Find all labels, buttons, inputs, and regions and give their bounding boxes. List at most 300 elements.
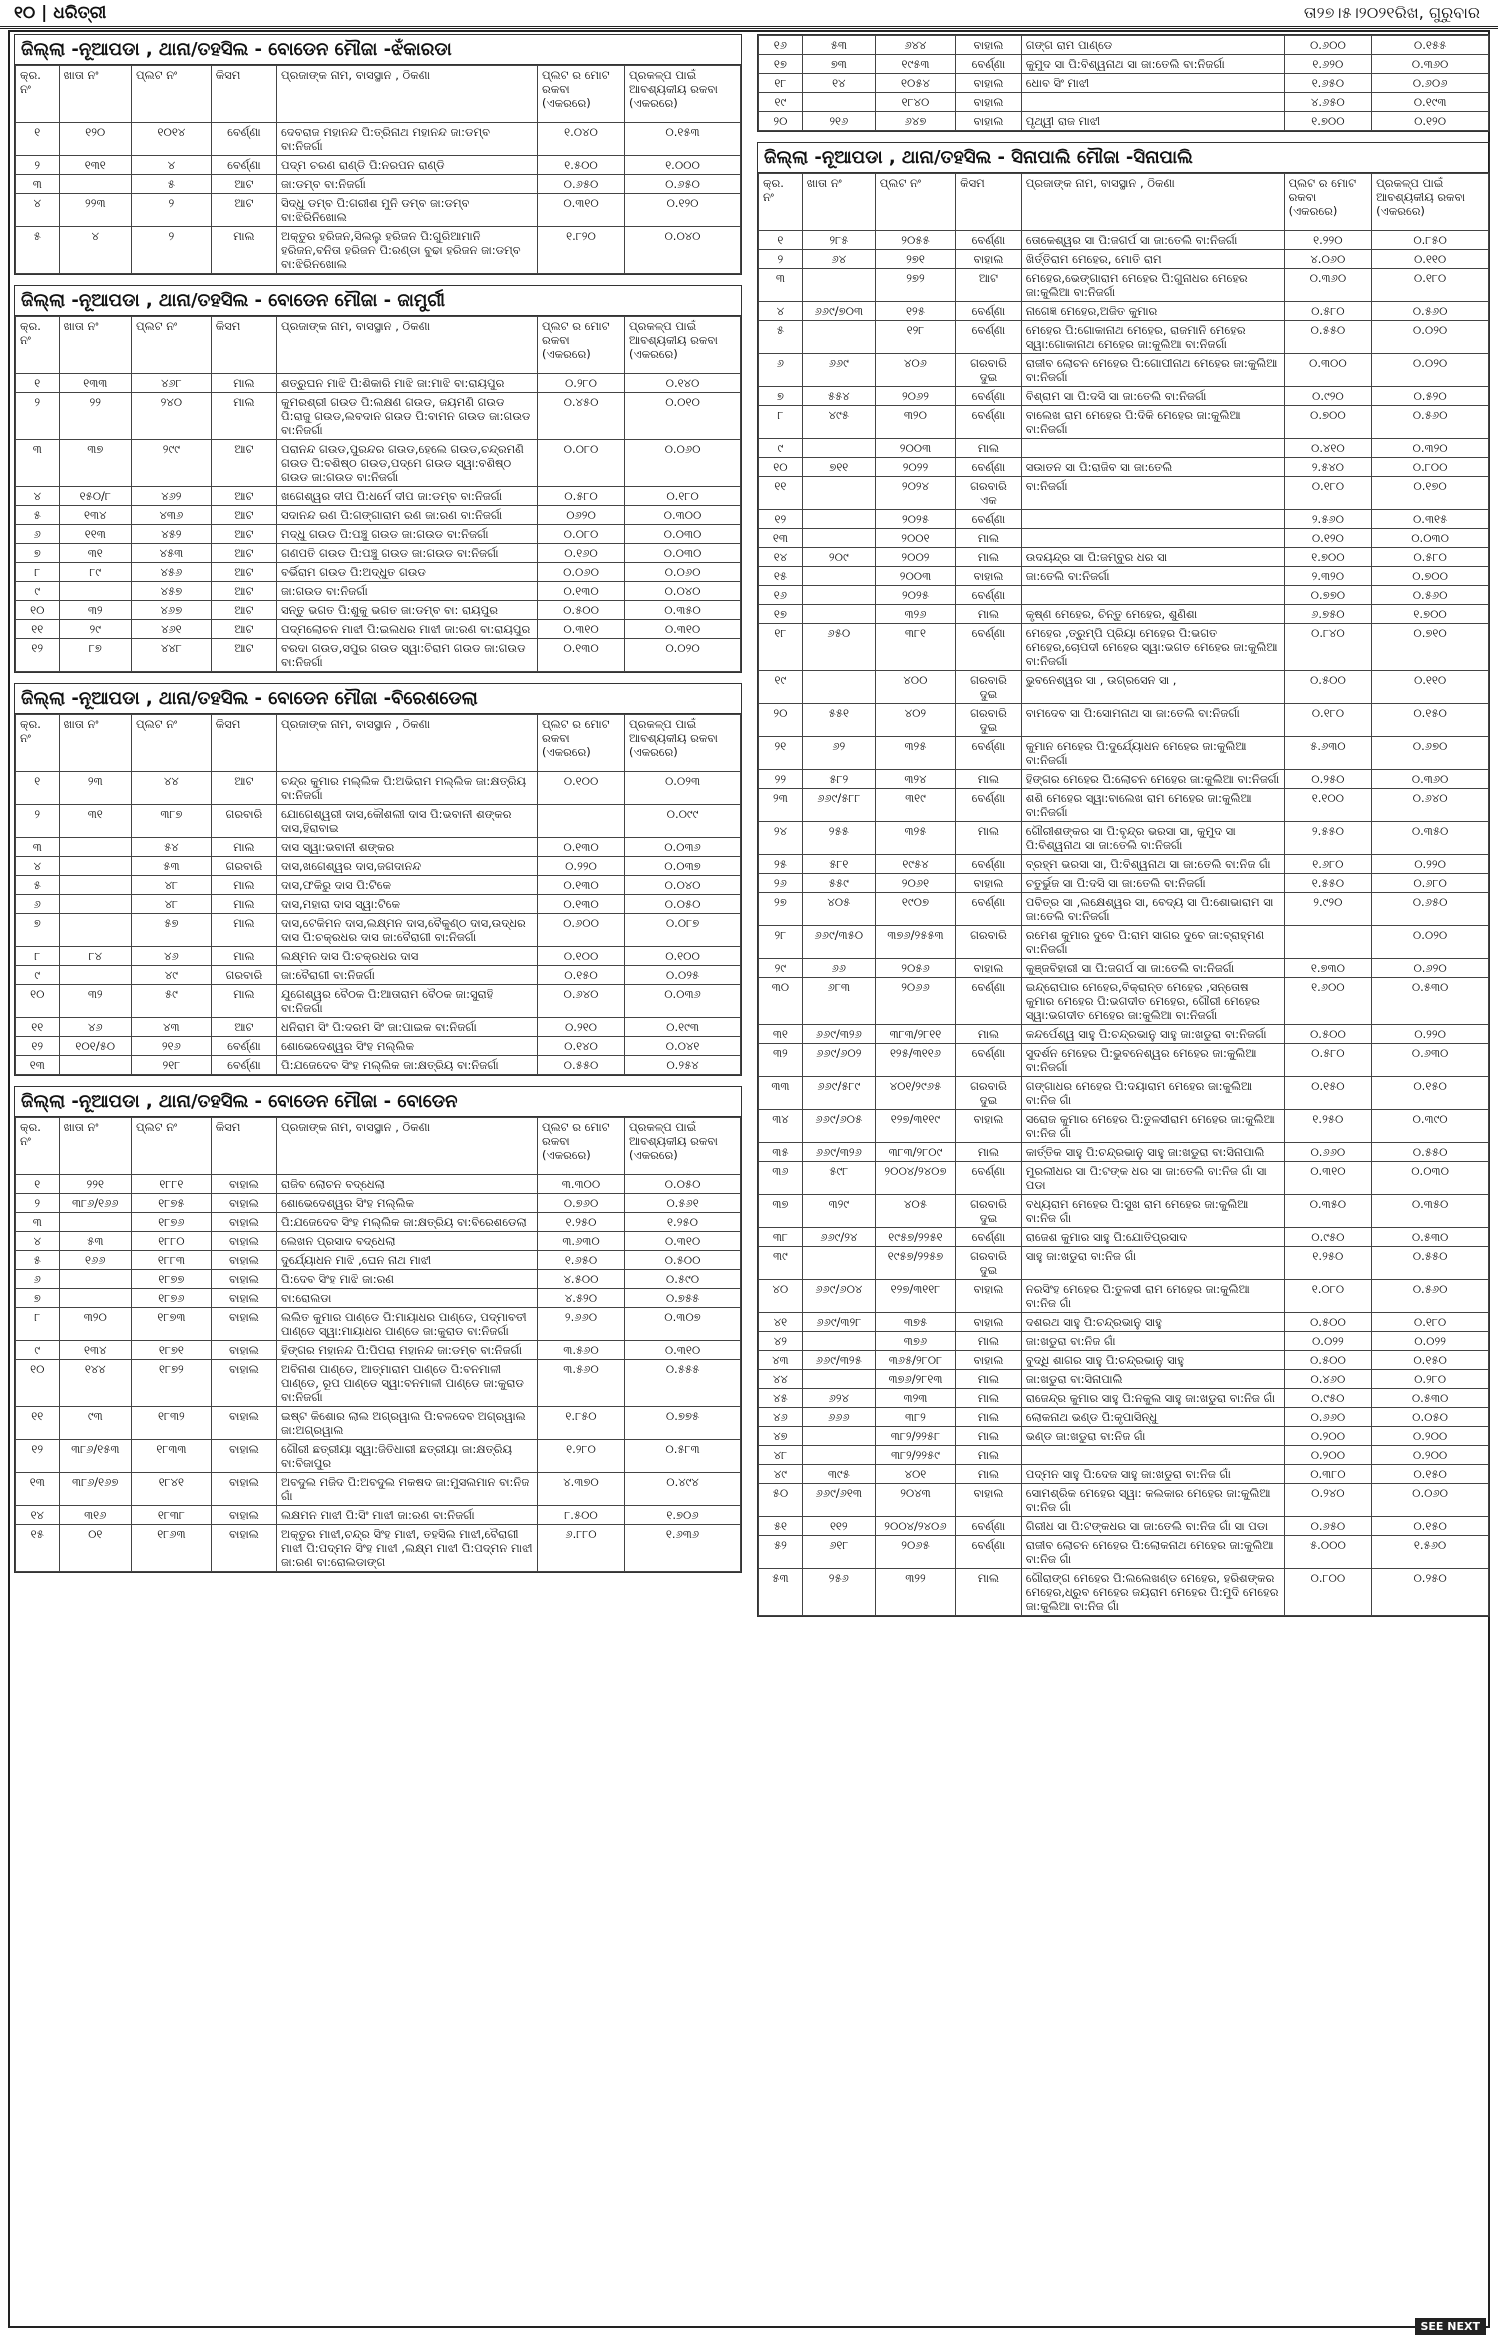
table-cell: କୁଞ୍ଜବିହାରୀ ସା ପି:ଜଗର୍ପ ସା ଜା:ତେଲି ବା:ନିଜର୍ଗା xyxy=(1021,959,1284,978)
table-cell: ଆଟ xyxy=(211,582,276,601)
notice-block xyxy=(757,34,1490,132)
table-cell: ୦.୦୬୦ xyxy=(625,563,741,582)
table-cell: ୨୧୬ xyxy=(132,1037,212,1056)
page-header xyxy=(0,0,1498,29)
table-row xyxy=(759,1536,1489,1569)
table-row xyxy=(16,227,741,274)
table-cell: ୪ xyxy=(59,227,132,274)
table-cell: ୦.୨୧୦ xyxy=(538,1018,625,1037)
table-cell xyxy=(802,1446,875,1465)
table-cell: ୦.୦୬୦ xyxy=(1372,1484,1489,1517)
table-cell: ଧୋବ ସିଂ ମାଝୀ xyxy=(1021,74,1284,93)
table-cell: ଗରବାରି ଦୁଇ xyxy=(956,354,1022,387)
table-cell: ୪ xyxy=(16,194,60,227)
table-cell: ବାହାଲ xyxy=(211,1473,276,1506)
table-cell: ୧୫୦/୮ xyxy=(59,487,132,506)
table-cell: ୩୮୨/୨୨୫୯ xyxy=(875,1446,955,1465)
table-cell: ମାଲ xyxy=(211,838,276,857)
table-cell: ୩୨୫ xyxy=(875,822,955,855)
table-cell: ଗରବାରି xyxy=(211,966,276,985)
table-cell: ୧ xyxy=(16,374,60,393)
table-cell: ବାହାଲ xyxy=(956,1313,1022,1332)
table-row xyxy=(16,1194,741,1213)
table-cell: ମାଲ xyxy=(956,439,1022,458)
column-header: ପ୍ରକଳ୍ପ ପାଇଁ ଆବଶ୍ୟକୀୟ ରକବା (ଏକରରେ) xyxy=(1372,174,1489,231)
table-row xyxy=(759,548,1489,567)
column-header: ପ୍ଲଟ ନଂ xyxy=(132,317,212,374)
table-cell: ୬୬୯/୨୪ xyxy=(802,1228,875,1247)
table-cell xyxy=(59,895,132,914)
table-cell: ୬୬୯/୩୨୬ xyxy=(802,1025,875,1044)
table-cell: ୩୧ xyxy=(759,1025,803,1044)
table-cell: ୨୫୬ xyxy=(802,1569,875,1616)
table-cell: ୩୧୬ xyxy=(59,1506,132,1525)
table-cell: ୪୩୬ xyxy=(132,506,212,525)
table-cell: ପଦ୍ମ ଚରଣ ରାଣ୍ଡି ପି:ନରପନ ରାଣ୍ଡି xyxy=(277,156,538,175)
table-row xyxy=(16,857,741,876)
table-cell: ୦.୬୪୦ xyxy=(1372,789,1489,822)
table-cell: ହିଙ୍ଗର ମହାନନ୍ଦ ପି:ପିପରା ମହାନନ୍ଦ ଜା:ଡମ୍ବ ବା:ନିଜର୍ଗା xyxy=(277,1341,538,1360)
table-cell: ୦.୯୫୦ xyxy=(1284,1389,1372,1408)
land-table xyxy=(758,35,1489,131)
table-cell xyxy=(1021,529,1284,548)
table-cell: ବେର୍ଣ୍ଣା xyxy=(956,1517,1022,1536)
issue-date: ତା୨୭।୫।୨୦୨୧ରିଖ, ଗୁରୁବାର xyxy=(1303,3,1480,22)
table-cell xyxy=(802,605,875,624)
table-row xyxy=(16,487,741,506)
table-cell: ୬୬୯/୫୮୯ xyxy=(802,1077,875,1110)
table-cell: ଇନ୍ଦ୍ରୋପାର ମେହେର,ବିକ୍ରାନ୍ତ ମେହେର ,ସନ୍ତୋଷ କୁମାର ମେହେର ପି:ଭଗଦୀତ ମେହେର, ଗୌରୀ ମେହେର ସ୍ୱା:ଭଗଦୀତ ମେହେର ଜା:କୁଲିଆ ବା:ନିଜର୍ଗା xyxy=(1021,978,1284,1025)
table-cell: ୦.୫୦୦ xyxy=(1284,1351,1372,1370)
table-cell: ବା:ରୋଲଡା xyxy=(277,1289,538,1308)
table-cell: ୧୫ xyxy=(16,1525,60,1572)
table-cell: ୦.୮୦୦ xyxy=(1372,458,1489,477)
table-cell: ୦.୭୫୫ xyxy=(625,1289,741,1308)
table-cell: ୨୦୨୪ xyxy=(875,477,955,510)
table-cell: ୦.୬୨୦ xyxy=(1372,959,1489,978)
left-column xyxy=(14,34,742,1583)
table-cell: ବେର୍ଣ୍ଣା xyxy=(956,586,1022,605)
table-cell: ୨୮୫ xyxy=(802,231,875,250)
table-cell xyxy=(802,671,875,704)
table-row xyxy=(759,1408,1489,1427)
table-row xyxy=(16,639,741,672)
table-cell: ୧.୭୦୦ xyxy=(1372,605,1489,624)
table-cell: ୦.୬୫୦ xyxy=(538,175,625,194)
table-cell: ୭ xyxy=(759,387,803,406)
table-cell: ୦.୭୭୫ xyxy=(625,1407,741,1440)
table-cell: ପରାନନ୍ଦ ଗଉଡ,ପୁରନ୍ଦର ଗଉଡ,ହେଲେ ଗଉଡ,ଚନ୍ଦ୍ରମଣି ଗଉଡ ପି:ବଶିଷ୍ଠ ଗଉଡ,ପଦ୍ମେ ଗଉଡ ସ୍ୱା:ବଶିଷ୍ଠ ଗଉଡ ଜା:ଗଉଡ ବା:ନିଜର୍ଗା xyxy=(277,440,538,487)
table-cell: ମାଲ xyxy=(211,914,276,947)
table-cell: ଗିରୀଧ ସା ପି:ଟଙ୍କଧର ସା ଜା:ତେଲି ବା:ନିଜ ଗାଁ ସା ପଡା xyxy=(1021,1517,1284,1536)
table-cell: ବାହାଲ xyxy=(211,1175,276,1194)
table-cell: ୧.୦୦୦ xyxy=(625,156,741,175)
table-cell: ୦.୩୦୦ xyxy=(625,506,741,525)
table-cell: ୦.୮୫୦ xyxy=(1372,231,1489,250)
table-cell: ୦.୧୨୦ xyxy=(625,194,741,227)
table-row xyxy=(759,36,1489,55)
table-cell: ୨୦୬୫ xyxy=(875,1536,955,1569)
table-cell: ଦାସ,ଖଗେଶ୍ୱର ଦାସ,ଜଗଦାନନ୍ଦ xyxy=(277,857,538,876)
table-row xyxy=(759,893,1489,926)
table-cell: ୩୨ xyxy=(59,985,132,1018)
table-cell: ୨୯ xyxy=(59,620,132,639)
table-cell: ୦.୯୨୦ xyxy=(1284,387,1372,406)
notice-block xyxy=(14,1086,742,1573)
table-cell: ୩୨ xyxy=(759,1044,803,1077)
table-row xyxy=(759,1370,1489,1389)
table-cell: ୧୮୩୨ xyxy=(132,1407,212,1440)
table-cell: ୦.୬୪୦ xyxy=(538,985,625,1018)
column-header: ପ୍ରଜାଙ୍କ ନାମ, ବାସସ୍ଥାନ , ଠିକଣା xyxy=(277,317,538,374)
table-cell: ୪୦ xyxy=(759,1280,803,1313)
table-cell: ୧୧ xyxy=(16,1407,60,1440)
table-cell: ବାମଦେବ ସା ପି:ସୋମନାଥ ସା ଜା:ତେଲି ବା:ନିଜର୍ଗା xyxy=(1021,704,1284,737)
table-cell: ୨୨ xyxy=(759,770,803,789)
table-cell: ବାହାଲ xyxy=(956,112,1022,131)
table-cell: ମେହେର,ଭେଙ୍ଗାରାମ ମେହେର ପି:ଗୁନାଧର ମେହେର ଜା:କୁଲିଆ ବା:ନିଜର୍ଗା xyxy=(1021,269,1284,302)
table-cell: ମାଲ xyxy=(956,1408,1022,1427)
column-header: ପ୍ଲଟ ର ମୋଟ ରକବା (ଏକରରେ) xyxy=(538,715,625,772)
table-row xyxy=(16,582,741,601)
table-cell: ୧୨୫ xyxy=(875,302,955,321)
table-cell: ୧୫ xyxy=(759,567,803,586)
table-cell: ବାହାଲ xyxy=(211,1407,276,1440)
table-cell: ୨୭ xyxy=(759,893,803,926)
table-cell: ୪୦୬ xyxy=(875,354,955,387)
table-cell: ୩୭୫ xyxy=(875,1313,955,1332)
table-cell: ୧.୫୫୦ xyxy=(1284,874,1372,893)
table-cell: ୨୦୫୫ xyxy=(875,231,955,250)
table-cell: ୫୯୮ xyxy=(802,1162,875,1195)
table-cell: ୨୦୦୧ xyxy=(875,529,955,548)
table-row xyxy=(759,1332,1489,1351)
table-cell: ୬୬୬ xyxy=(802,1408,875,1427)
table-cell: ୦.୮୪୦ xyxy=(1284,624,1372,671)
table-cell: ୫୩ xyxy=(132,857,212,876)
table-cell: ୬ xyxy=(16,895,60,914)
table-cell: ୧୯୦୭ xyxy=(875,893,955,926)
table-cell: ବାହାଲ xyxy=(956,1110,1022,1143)
table-cell: ୫୩ xyxy=(802,36,875,55)
table-cell: ବେର୍ଣ୍ଣା xyxy=(956,321,1022,354)
column-header: କିସମ xyxy=(211,715,276,772)
table-cell: ୦.୫୫୫ xyxy=(625,1360,741,1407)
table-cell: ୮.୫୦୦ xyxy=(538,1506,625,1525)
column-header: ପ୍ରକଳ୍ପ ପାଇଁ ଆବଶ୍ୟକୀୟ ରକବା (ଏକରରେ) xyxy=(625,715,741,772)
table-cell: ୦.୧୩୦ xyxy=(538,582,625,601)
table-cell: ୦.୦୧୦ xyxy=(625,393,741,440)
table-cell: ୦.୦୨୫ xyxy=(625,966,741,985)
table-cell: ୪୯୫ xyxy=(802,406,875,439)
table-cell: ୦.୩୬୦ xyxy=(1284,269,1372,302)
table-cell: ୨୧୮ xyxy=(132,1056,212,1075)
table-row xyxy=(759,926,1489,959)
table-cell: ୫.୦୦୦ xyxy=(1284,1536,1372,1569)
table-cell: ଆଟ xyxy=(956,269,1022,302)
table-row xyxy=(16,194,741,227)
table-cell: ୭ xyxy=(16,544,60,563)
table-cell: ମଦ୍ଧୁ ଗଉଡ ପି:ପଞ୍ଚୁ ଗଉଡ ଜା:ଗଉଡ ବା:ନିଜର୍ଗା xyxy=(277,525,538,544)
table-cell: ବିଶ୍ରାମ ସା ପି:ଦସି ସା ଜା:ତେଲି ବା:ନିଜର୍ଗା xyxy=(1021,387,1284,406)
table-cell: ୨.୫୫୦ xyxy=(1284,822,1372,855)
table-cell: ୧୮୭୫ xyxy=(132,1194,212,1213)
table-cell: ୦.୫୩୦ xyxy=(1372,978,1489,1025)
table-cell: ୨୧ xyxy=(759,737,803,770)
table-cell: ୦.୦୪୦ xyxy=(625,227,741,274)
table-cell: ୦.୧୫୦ xyxy=(538,966,625,985)
table-cell: ଆଟ xyxy=(211,639,276,672)
table-cell: ୦.୫୮୦ xyxy=(1284,302,1372,321)
table-cell: ମାଲ xyxy=(956,1427,1022,1446)
table-cell: ୧.୭୦୬ xyxy=(625,1506,741,1525)
table-cell: ୪୬୭ xyxy=(132,601,212,620)
column-header: ଖାତା ନଂ xyxy=(59,1118,132,1175)
table-cell: ୧୨୫/୩୧୧୬ xyxy=(875,1044,955,1077)
table-cell: ପଦ୍ମଲୋଚନ ମାଝୀ ପି:ଇଲଧର ମାଝୀ ଜା:ରଣ ବା:ରାୟପୁର xyxy=(277,620,538,639)
table-cell: ୪ xyxy=(16,1232,60,1251)
table-row xyxy=(16,506,741,525)
table-row xyxy=(759,302,1489,321)
table-cell: ୦.୧୫୦ xyxy=(1372,1517,1489,1536)
table-cell: ପି:ଦେବ ସିଂହ ମାଝି ଜା:ରଣ xyxy=(277,1270,538,1289)
table-cell: ୦.୧୫୦ xyxy=(1372,1077,1489,1110)
table-cell: ବେର୍ଣ୍ଣା xyxy=(956,789,1022,822)
table-row xyxy=(759,737,1489,770)
table-cell: ୮ xyxy=(16,563,60,582)
table-cell: ୦.୬୬୦ xyxy=(1284,1143,1372,1162)
table-cell: ମାଲ xyxy=(211,393,276,440)
table-cell: ୧୦ xyxy=(759,458,803,477)
table-cell: ୦.୨୦୦ xyxy=(1372,1427,1489,1446)
table-cell: ମେହେର ପି:ଗୋକାନାଥ ମେହେର, ରାଜମାନି ମେହେର ସ୍ୱା:ଗୋକାନାଥ ମେହେର ଜା:କୁଲିଆ ବା:ନିଜର୍ଗା xyxy=(1021,321,1284,354)
table-cell: ୧୨ xyxy=(16,1440,60,1473)
table-cell: ୧ xyxy=(759,231,803,250)
table-cell: ୦.୧୪୦ xyxy=(625,374,741,393)
table-cell: ବାହାଲ xyxy=(956,567,1022,586)
table-cell: ୧୮୩୮ xyxy=(132,1506,212,1525)
table-cell: ପବିତ୍ର ସା ,ଲକ୍ଷେଶ୍ୱର ସା, ବେଦ୍ୟ ସା ପି:ଶୋଭାରାମ ସା ଜା:ତେଲି ବା:ନିଜର୍ଗା xyxy=(1021,893,1284,926)
table-cell: ୧୮୭୭ xyxy=(132,1270,212,1289)
table-cell: ୪୦୨ xyxy=(875,704,955,737)
table-cell: ୬୨୪ xyxy=(802,1389,875,1408)
table-cell xyxy=(59,1270,132,1289)
table-row xyxy=(759,477,1489,510)
land-table xyxy=(758,173,1489,1616)
table-cell: ୧.୨୫୦ xyxy=(625,1213,741,1232)
table-cell: ୧.୬୦୦ xyxy=(1284,978,1372,1025)
table-cell: ୧.୭୩୦ xyxy=(1284,959,1372,978)
table-cell: ୪୮ xyxy=(132,876,212,895)
table-cell: ମୁରଲୀଧର ସା ପି:ଟଙ୍କ ଧର ସା ଜା:ତେଲି ବା:ନିଜ ଗାଁ ସା ପଡା xyxy=(1021,1162,1284,1195)
table-cell: ୨୦୬୬ xyxy=(875,978,955,1025)
right-column xyxy=(757,34,1490,1627)
table-cell: ପୃଥ୍ୱୀ ରାଜ ମାଝୀ xyxy=(1021,112,1284,131)
table-cell: ୪୮ xyxy=(759,1446,803,1465)
notice-block xyxy=(14,34,742,275)
table-cell: ଆଟ xyxy=(211,440,276,487)
table-header-row xyxy=(759,174,1489,231)
table-cell: ବେର୍ଣ୍ଣା xyxy=(956,1162,1022,1195)
table-cell: ସୋମଶ୍ରିକ ମେହେର ସ୍ୱା: କଲକାର ମେହେର ଜା:କୁଲିଆ ବା:ନିଜ ଗାଁ xyxy=(1021,1484,1284,1517)
table-cell: ୦.୦୪୧ xyxy=(625,1037,741,1056)
table-cell: ୦.୨୮୦ xyxy=(1372,1370,1489,1389)
table-cell: ୦.୩୬୦ xyxy=(1372,55,1489,74)
see-next-label: SEE NEXT xyxy=(1415,2318,1487,2335)
table-cell: ୦.୫୫୦ xyxy=(1372,1247,1489,1280)
table-row xyxy=(759,1446,1489,1465)
table-cell: ବେର୍ଣ୍ଣା xyxy=(956,1044,1022,1077)
table-cell: ରମେଶ କୁମାର ଦୁବେ ପି:ରାମ ସାଗର ଦୁବେ ଜା:ବ୍ରାହ୍ମଣ ବା:ନିଜର୍ଗା xyxy=(1021,926,1284,959)
table-cell: ବେର୍ଣ୍ଣା xyxy=(956,893,1022,926)
table-cell: ଧନିରାମ ସିଂ ପି:ଦରମ ସିଂ ଜା:ପାଇକ ବା:ନିଜର୍ଗା xyxy=(277,1018,538,1037)
table-cell: ୧ xyxy=(16,1175,60,1194)
table-cell: ୧୬ xyxy=(759,586,803,605)
table-row xyxy=(16,525,741,544)
table-cell: ୨୨୧ xyxy=(59,1175,132,1194)
table-cell: ଗୌରାଙ୍ଗ ମେହେର ପି:ଲଲେଖଣ୍ଡ ମେହେର, ହରିଶଙ୍କର ମେହେର,ଧ୍ରୁବ ମେହେର ଜୟରାମ ମେହେର ପି:ମୁଦି ମେହେର ଜା:କୁଲିଆ ବା:ନିଜ ଗାଁ xyxy=(1021,1569,1284,1616)
table-cell xyxy=(59,175,132,194)
table-row xyxy=(759,1077,1489,1110)
table-cell: ୫ xyxy=(16,1251,60,1270)
table-cell: ୨୦୪୩ xyxy=(875,1484,955,1517)
land-table xyxy=(15,65,741,274)
table-cell: ୧.୦୮୦ xyxy=(1284,1280,1372,1313)
table-cell: ୨ xyxy=(132,227,212,274)
table-cell: ୩.୫୬୦ xyxy=(538,1341,625,1360)
table-cell: ୪୫ xyxy=(759,1389,803,1408)
table-cell: ୬୬୯ xyxy=(802,354,875,387)
table-cell: ବାହାଲ xyxy=(211,1194,276,1213)
table-cell: ୧୬ xyxy=(759,36,803,55)
table-row xyxy=(16,876,741,895)
table-cell: ୧୧୨ xyxy=(802,1517,875,1536)
table-cell: ୦.୦୨୨ xyxy=(1372,1332,1489,1351)
table-cell: ୦୬୨୦ xyxy=(538,506,625,525)
column-header: ପ୍ରଜାଙ୍କ ନାମ, ବାସସ୍ଥାନ , ଠିକଣା xyxy=(277,66,538,123)
table-cell: ୧୮୪୧ xyxy=(132,1473,212,1506)
table-cell: ୩୯ xyxy=(759,1247,803,1280)
table-cell xyxy=(1021,93,1284,112)
table-cell xyxy=(802,529,875,548)
table-row xyxy=(759,250,1489,269)
table-cell: ୦.୩୫୦ xyxy=(1372,822,1489,855)
table-cell: ୨ xyxy=(759,250,803,269)
table-cell: ୪ xyxy=(16,487,60,506)
table-cell: ୪୭ xyxy=(759,1427,803,1446)
table-row xyxy=(759,1110,1489,1143)
table-cell: ୧.୭୦୦ xyxy=(1284,112,1372,131)
table-cell: ୨ xyxy=(16,156,60,175)
table-row xyxy=(759,978,1489,1025)
table-cell: ୨.୯୨୦ xyxy=(1284,893,1372,926)
table-cell: ୪୬ xyxy=(132,947,212,966)
column-header: ପ୍ଲଟ ନଂ xyxy=(132,66,212,123)
table-cell: ୪୪ xyxy=(759,1370,803,1389)
block-heading: ଜିଲ୍ଲା -ନୂଆପଡା , ଥାନା/ତହସିଲ - ବୋଡେନ ମୌଜା -ଝଁକାରଡା xyxy=(15,35,741,65)
table-cell: ଜା:ଖଡୁରା ବା:ସିନାପାଲି xyxy=(1021,1370,1284,1389)
column-header: ପ୍ଲଟ ର ମୋଟ ରକବା (ଏକରରେ) xyxy=(538,66,625,123)
table-cell: ୧୩୪ xyxy=(59,1341,132,1360)
table-cell xyxy=(802,510,875,529)
column-header: କିସମ xyxy=(211,317,276,374)
table-cell: ୦.୦୬୦ xyxy=(625,440,741,487)
table-row xyxy=(759,529,1489,548)
table-cell: ୨୦୨୨ xyxy=(875,458,955,477)
table-cell: ଦେବରାଜ ମହାନନ୍ଦ ପି:ତ୍ରିନାଥ ମହାନନ୍ଦ ଜା:ଡମ୍ବ ବା:ନିଜର୍ଗା xyxy=(277,123,538,156)
table-cell: ୦.୫୦୦ xyxy=(1284,1313,1372,1332)
table-cell: ୦.୦୩୬ xyxy=(625,838,741,857)
table-cell: ଲକ୍ଷମନ ମାଝୀ ପି:ସିଂ ମାଝୀ ଜା:ରଣ ବା:ନିଜର୍ଗା xyxy=(277,1506,538,1525)
table-cell: ୨୦୨୫ xyxy=(875,510,955,529)
table-cell: ୦.୨୦୦ xyxy=(1284,1446,1372,1465)
table-cell: ୧ xyxy=(16,123,60,156)
table-cell: ୧୨ xyxy=(16,639,60,672)
table-cell: ବଧ୍ୟରାମ ମେହେର ପି:ସୁଖ ରାମ ମେହେର ଜା:କୁଲିଆ ବା:ନିଜ ଗାଁ xyxy=(1021,1195,1284,1228)
table-cell: ୦.୧୨୦ xyxy=(1284,529,1372,548)
table-cell: ୦.୮୦୦ xyxy=(1284,1569,1372,1616)
table-cell xyxy=(59,876,132,895)
table-cell: ୦.୫୬୦ xyxy=(1372,406,1489,439)
table-cell: ୩୮୩/୨୮୧୧ xyxy=(875,1025,955,1044)
table-cell: ୫୮୨ xyxy=(802,770,875,789)
table-cell: ୦.୨୦୦ xyxy=(1372,1446,1489,1465)
notice-block xyxy=(14,683,742,1076)
table-cell: ମାଲ xyxy=(956,1143,1022,1162)
table-cell: ଶତ୍ରୁଘନ ମାଝି ପି:ଶିକାରି ମାଝି ଜା:ମାଝି ବା:ରାୟପୁର xyxy=(277,374,538,393)
table-cell: ୫୮୧ xyxy=(802,855,875,874)
table-row xyxy=(759,55,1489,74)
table-cell: ବେର୍ଣ୍ଣା xyxy=(956,737,1022,770)
table-row xyxy=(16,947,741,966)
table-cell: ଗଙ୍ଗାଧର ମେହେର ପି:ଦୟାରାମ ମେହେର ଜା:କୁଲିଆ ବା:ନିଜ ଗାଁ xyxy=(1021,1077,1284,1110)
table-cell: ୨୬ xyxy=(759,874,803,893)
table-cell: ୦.୦୫୦ xyxy=(625,1175,741,1194)
table-cell: ୨୨୩ xyxy=(59,194,132,227)
table-cell: ଗଙ୍ଗ ରାମ ପାଣ୍ଡେ xyxy=(1021,36,1284,55)
table-cell: ୩୨୫ xyxy=(875,737,955,770)
table-cell: ୬୪ xyxy=(802,250,875,269)
table-cell: ଭଣ୍ଡ ଜା:ଖଡୁରା ବା:ନିଜ ଗାଁ xyxy=(1021,1427,1284,1446)
table-cell: ୧୩ xyxy=(16,1473,60,1506)
table-cell: ଜା:ତେଲି ବା:ନିଜର୍ଗା xyxy=(1021,567,1284,586)
table-cell: ଇଷ୍ଟ କିଶୋର ଲାଲ ଅଗ୍ରୱାଲ ପି:ବଳଦେବ ଅଗ୍ରୱାଲ ଜା:ଅଗ୍ରୱାଲ xyxy=(277,1407,538,1440)
table-cell: ୨୧୬ xyxy=(802,112,875,131)
table-header-row xyxy=(16,1118,741,1175)
table-cell: ୦.୫୬୦ xyxy=(1372,586,1489,605)
table-cell: ବାହାଲ xyxy=(211,1360,276,1407)
table-cell: ୦.୧୮୦ xyxy=(625,487,741,506)
table-cell: ୦.୩୫୦ xyxy=(1372,1195,1489,1228)
table-cell: ୦.୫୦୦ xyxy=(538,601,625,620)
table-cell: ୩.୫୬୦ xyxy=(538,1360,625,1407)
table-cell: ୨ xyxy=(16,805,60,838)
table-cell: ୬୨ xyxy=(802,737,875,770)
table-cell: ୬୬୯/୬୦୨ xyxy=(802,1044,875,1077)
table-row xyxy=(16,1360,741,1407)
table-header-row xyxy=(16,66,741,123)
table-cell: ୨୦୬୧ xyxy=(875,874,955,893)
table-row xyxy=(759,1427,1489,1446)
table-cell: ୦.୫୩୦ xyxy=(1372,1228,1489,1247)
table-cell: ନାଗେଜ୍ଞ ମେହେର,ଅଜିତ କୁମାର xyxy=(1021,302,1284,321)
table-cell: ୦.୩୫୦ xyxy=(625,601,741,620)
table-cell: ୧.୬୩୬ xyxy=(625,1525,741,1572)
table-cell: ୦.୨୫୪ xyxy=(625,1056,741,1075)
table-cell: ୪୪୮ xyxy=(132,639,212,672)
table-cell xyxy=(59,1056,132,1075)
table-row xyxy=(16,966,741,985)
